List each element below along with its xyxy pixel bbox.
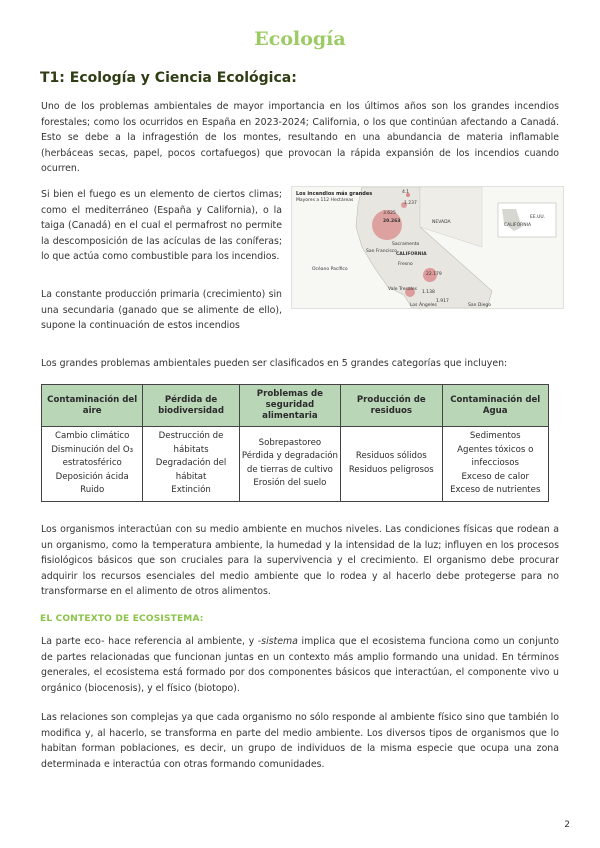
map-label-sandiego: San Diego: [468, 303, 491, 308]
cell-line: Deposición ácida: [55, 471, 129, 482]
inset-label-eeuu: EE.UU.: [530, 215, 546, 220]
paragraph-intro: Uno de los problemas ambientales de mayor importancia en los últimos años son los grandes incendios forestales; como los ocurridos en España en 2023-2024; California, o los que continúan afectando a Canadá. Esto se debe a la infragestión de los montes, resultando en una abundancia de materia inflamable (herbáceas secas, papel, pocos cortafuegos) que provocan la rápida expansión de los incendios cuando ocurren.: [41, 101, 559, 174]
fire-label-4: 20.263: [383, 219, 401, 224]
map-label-losangeles: Los Ángeles: [410, 303, 437, 308]
cell-line: Exceso de nutrientes: [450, 485, 541, 495]
cell-line: Degradación del hábitat: [155, 458, 227, 482]
table-cell: [42, 427, 143, 502]
paragraph-categories: Los grandes problemas ambientales pueden ser clasificados en 5 grandes categorías que incluyen:: [41, 358, 508, 369]
cell-line: Erosión del suelo: [253, 478, 327, 489]
map-label-sacramento: Sacramento: [392, 242, 420, 247]
map-label-nevada: NEVADA: [432, 220, 451, 225]
fire-label-1: 4.1: [402, 190, 410, 195]
table-row: [42, 427, 549, 502]
table-header-cell: Contaminación del aire: [42, 385, 143, 427]
table-cell: [442, 427, 549, 502]
cell-line: Destrucción de hábitats: [158, 431, 224, 455]
para6-emphasis: -sistema: [257, 636, 298, 647]
section-title-ecosystem: EL CONTEXTO DE ECOSISTEMA:: [40, 614, 204, 624]
environmental-problems-table: [41, 384, 549, 502]
cell-line: Exceso de calor: [461, 471, 529, 482]
paragraph-fire-climate: Si bien el fuego es un elemento de ciertos climas; como el mediterráneo (España y California), o la taiga (Canadá) en el cual el permafrost no permite la descomposición de las acículas de las coníferas; lo que actúa como combustible para los incendios.: [41, 189, 282, 262]
cell-line: Residuos sólidos: [355, 451, 427, 462]
cell-line: Disminución del O₃ estratosférico: [51, 444, 134, 468]
fire-label-8: 1.917: [436, 299, 449, 304]
cell-line: Extinción: [171, 485, 211, 495]
table-cell: [143, 427, 239, 502]
map-subtitle: Mayores a 112 Hectáreas: [296, 198, 354, 203]
cell-line: Ruido: [80, 485, 105, 495]
table-cell: [239, 427, 340, 502]
cell-line: Pérdida y degradación de tierras de cultivo: [241, 451, 339, 475]
document-title: Ecología: [254, 28, 346, 50]
fire-label-5: 22.179: [426, 272, 442, 277]
inset-label-california: CALIFORNIA: [504, 223, 532, 228]
fire-label-3: 3.625: [383, 211, 396, 216]
topic-heading: T1: Ecología y Ciencia Ecológica:: [40, 70, 297, 86]
paragraph-relations: Las relaciones son complejas ya que cada organismo no sólo responde al ambiente físico sino que también lo modifica y, al hacerlo, se transforma en parte del medio ambiente. Los diversos tipos de organismos que lo habitan forman poblaciones, es decir, un grupo de individuos de la misma especie que ocupa una zona determinada e interactúa con otras formando comunidades.: [41, 712, 559, 770]
cell-line: Residuos peligrosos: [348, 464, 434, 475]
cell-line: Cambio climático: [55, 431, 130, 441]
california-fires-map: [291, 186, 564, 309]
map-label-california: CALIFORNIA: [396, 252, 427, 257]
fire-label-7: 1.138: [422, 290, 435, 295]
table-header-row: [42, 385, 549, 427]
map-label-ocean: Océano Pacífico: [312, 267, 348, 272]
map-label-sanfrancisco: San Francisco: [366, 249, 397, 254]
fire-label-6: Vale Tresales: [388, 287, 418, 292]
table-cell: [341, 427, 442, 502]
para6-part-a: La parte eco- hace referencia al ambiente, y: [41, 636, 258, 647]
table-header-cell: Producción de residuos: [341, 385, 442, 427]
cell-line: Agentes tóxicos o infecciosos: [457, 444, 534, 468]
paragraph-eco-meaning: [41, 634, 559, 696]
table-header-cell: Problemas de seguridad alimentaria: [239, 385, 340, 427]
map-label-fresno: Fresno: [398, 262, 413, 267]
cell-line: Sobrepastoreo: [258, 437, 322, 448]
para6-part-b: implica que el ecosistema funciona como un conjunto de partes relacionadas que funcionan juntas en un contexto más amplio formando una unidad. En términos generales, el ecosistema está formado por dos componentes básicos que interactúan, el componente vivo u orgánico (biocenosis), y el físico (biotopo).: [41, 636, 559, 694]
page-number: 2: [564, 820, 570, 830]
table-header-cell: Contaminación del Agua: [442, 385, 549, 427]
map-title: Los incendios más grandes: [296, 191, 373, 197]
table-header-cell: Pérdida de biodiversidad: [143, 385, 239, 427]
fire-label-2: 1.237: [404, 201, 417, 206]
paragraph-primary-production: La constante producción primaria (crecimiento) sin una secundaria (ganado que se alimente de ello), supone la continuación de estos incendios: [41, 289, 282, 331]
paragraph-organisms: Los organismos interactúan con su medio ambiente en muchos niveles. Las condiciones físicas que rodean a un organismo, como la temperatura ambiente, la humedad y la intensidad de la luz; influyen en los procesos fisiológicos básicos que son cruciales para la supervivencia y el crecimiento. El organismo debe procurar adquirir los recursos esenciales del medio ambiente que lo rodea y al hacerlo debe protegerse para no transformarse en el alimento de otros alimentos.: [41, 524, 559, 597]
cell-line: Sedimentos: [469, 431, 521, 441]
